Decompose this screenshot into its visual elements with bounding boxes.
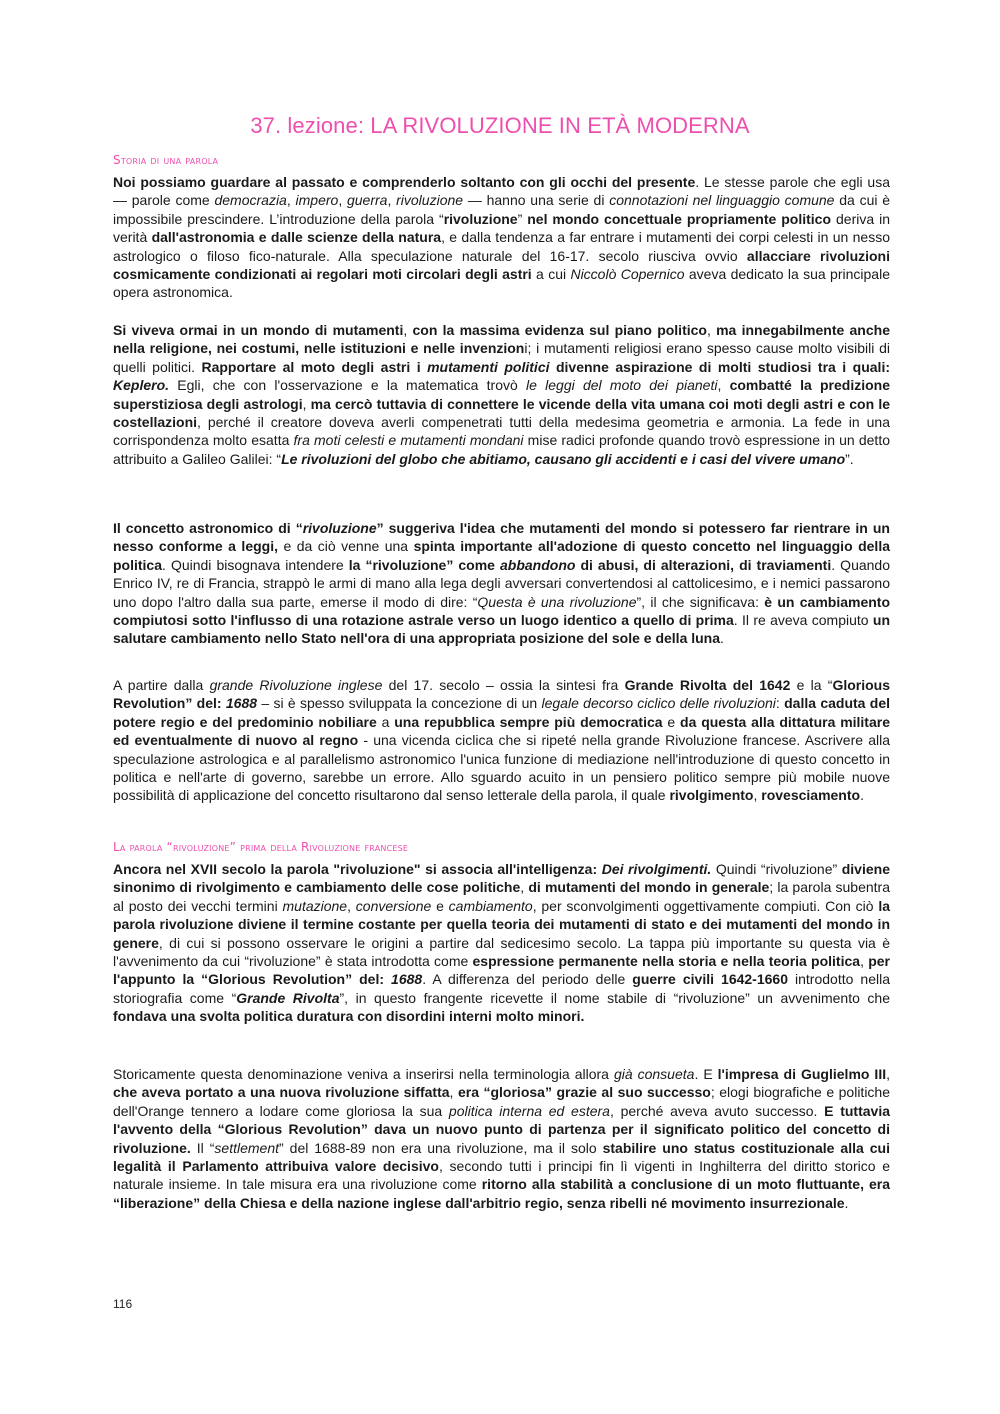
text-run: conversione (355, 897, 432, 914)
text-run: guerre civili 1642-1660 (632, 971, 788, 988)
text-run: , per sconvolgimenti oggettivamente compiuti. Con ciò (532, 897, 879, 914)
text-run: fondava una svolta politica duratura con disordini interni molto minori. (113, 1008, 585, 1025)
paragraph-6 (113, 1065, 890, 1212)
text-run: . Quindi bisognava intendere (162, 556, 349, 573)
text-run: e la “ (790, 677, 833, 693)
text-run: , e dalla tendenza a far entrare i mutamenti dei corpi celesti in un nesso astrologico o filoso fico-naturale. Alla speculazione naturale del 16-17. secolo riusciva ovvio (113, 229, 890, 264)
text-run: . (720, 630, 724, 647)
text-run: Questa è una rivoluzione (477, 593, 637, 610)
text-run: spinta importante all'adozione di questo concetto nel linguaggio della politica (113, 538, 890, 573)
text-run: abbandono (499, 556, 576, 573)
text-run: , (302, 395, 311, 412)
text-run: deriva in verità (113, 210, 890, 246)
text-run: rivoluzione (302, 520, 377, 536)
text-run: ” suggeriva l'idea che mutamenti del mondo si potessero far rientrare in un nesso conforme a leggi, (113, 520, 890, 555)
text-run: dalla caduta del potere regio e del predominio nobiliare (113, 695, 891, 730)
text-run: divenne aspirazione di molti studiosi tra i quali: (549, 358, 891, 375)
text-run: , (717, 377, 730, 394)
text-run: democrazia (214, 192, 287, 209)
text-run: ” del: (185, 695, 226, 712)
text-run: rivoluzione (396, 192, 464, 209)
text-run: ”. (845, 450, 854, 467)
text-run: — hanno una serie di (463, 192, 610, 209)
text-run: , di cui si possono osservare le origini a partire dal sedicesimo secolo. La tappa più importante su questa via è l'avvenimento da cui “rivoluzione” è stata introdotta come (113, 934, 890, 970)
text-run: , perché il creatore doveva averli compenetrati tutti della medesima geometria e armonia. La fede in una corrispondenza molto esatta (113, 414, 890, 449)
text-run: di abusi, di alterazioni, di traviamenti (575, 556, 832, 573)
text-run: impero (295, 192, 339, 209)
text-run: . (860, 787, 864, 804)
text-run: – si è spesso sviluppata la concezione di un (257, 695, 542, 712)
text-run: Il “ (190, 1139, 215, 1156)
text-run: Noi possiamo guardare al passato e comprenderlo soltanto con gli occhi del presente (113, 174, 696, 190)
text-run: espressione permanente nella storia e nella teoria politica (472, 953, 861, 970)
text-run: , (403, 322, 413, 338)
text-run: rovesciamento (761, 787, 861, 804)
text-run: - una vicenda ciclica che si ripeté nella grande Rivoluzione francese. Ascrivere alla speculazione astrologica e al parallelismo astronomico l'unica funzione di mediazione nell'introduzione di questo concetto in politica e nell'arte di governo, sarebbe un errore. Allo sguardo acuito in un pensiero politico sempre più mobile nuove possibilità di applicazione del concetto risultarono dal senso letterale della parola, il quale (113, 732, 890, 804)
text-run: mutamenti politici (427, 358, 550, 375)
text-run: , perché aveva avuto successo. (609, 1102, 825, 1119)
text-run: Keplero. (113, 377, 170, 394)
text-run: Le rivoluzioni del globo che abitiamo, causano gli accidenti e i casi del vivere umano (281, 450, 846, 467)
text-run: a cui (531, 266, 571, 283)
text-run: mutazione (282, 897, 348, 914)
text-run: ma innegabilmente anche nella religione, nei costumi, nelle istituzioni e nelle invenzion (113, 322, 890, 357)
paragraph-2 (113, 321, 890, 468)
page-title: 37. lezione: LA RIVOLUZIONE IN ETÀ MODERNA (250, 113, 750, 138)
text-run: , (753, 787, 762, 804)
text-run: A partire dalla (113, 677, 210, 693)
text-run: la “rivoluzione” come (348, 556, 500, 573)
text-run: 1688 (225, 695, 258, 712)
text-run: le leggi del moto dei pianeti (526, 377, 718, 394)
text-run: i; i mutamenti religiosi erano spesso cause molto visibili di quelli politici. (113, 340, 890, 375)
text-run: una repubblica sempre più democratica (394, 713, 663, 730)
text-run: . Le stesse parole che egli usa — parole come (113, 174, 890, 209)
text-run: da questa alla dittatura militare ed eventualmente di nuovo al regno (113, 713, 890, 749)
text-run: , (387, 192, 397, 209)
text-run: guerra (346, 192, 388, 209)
text-run: è un cambiamento compiutosi sotto l'influsso di una rotazione astrale verso un luogo identico a quello di prima (113, 593, 891, 629)
text-run: Il concetto astronomico di “ (113, 520, 303, 536)
text-run: , (286, 192, 296, 209)
text-run: Grande Rivolta (236, 989, 340, 1006)
text-run: grande Rivoluzione inglese (209, 677, 383, 693)
text-run: Ancora nel XVII secolo la parola "rivoluzione" si associa all'intelligenza: (113, 861, 602, 877)
text-run: Rapportare al moto degli astri i (201, 358, 428, 375)
text-run: ma cercò tuttavia di connettere le vicende della vita umana coi moti degli astri e con le costellazioni (113, 395, 891, 431)
text-run: cambiamento (448, 897, 533, 914)
text-run: Glorious Revolution (113, 677, 891, 712)
text-run: settlement (214, 1139, 280, 1156)
text-run: rivoluzione (443, 210, 518, 227)
text-run: , secondo tutti i principi fin lì vigenti in Inghilterra del diritto storico e naturale insieme. In tale misura era una rivoluzione come (113, 1158, 890, 1193)
text-run: . Quando Enrico IV, re di Francia, strappò le armi di mano alla lega degli avversari convertendosi al cattolicesimo, e i nemici passarono uno dopo l'altro dalla sua parte, emerse il modo di dire: “ (113, 556, 890, 610)
text-run: diviene sinonimo di rivolgimento e cambiamento delle cose politiche (113, 861, 890, 896)
text-run: combatté la predizione superstiziosa degli astrologi (113, 377, 890, 412)
text-run: un salutare cambiamento nello Stato nell'ora di una appropriata posizione del sole e della luna (113, 612, 891, 647)
text-run: . Il re aveva compiuto (733, 612, 873, 629)
text-run: , (886, 1066, 890, 1082)
text-run: , (860, 953, 869, 970)
paragraph-5 (113, 860, 890, 1026)
text-run: e (431, 897, 449, 914)
text-run: E tuttavia l'avvento della “Glorious Revolution” dava un nuovo punto di partenza per il significato politico del concetto di rivoluzione. (113, 1102, 891, 1156)
text-run: aveva dedicato la sua principale opera astronomica. (113, 266, 890, 301)
text-run: ; elogi biografiche e politiche dell'Orange tennero a lodare come gloriosa la sua (113, 1084, 890, 1119)
text-run: del 17. secolo – ossia la sintesi fra (382, 677, 625, 693)
text-run: , (338, 192, 347, 209)
text-run: mise radici profonde quando trovò espressione in un detto attribuito a Galileo Galilei: “ (113, 432, 890, 467)
text-run: 1688 (391, 971, 423, 988)
text-run: , (520, 879, 529, 896)
text-run: già consueta (613, 1066, 695, 1082)
text-run: , (347, 897, 356, 914)
text-run: Grande Rivolta del 1642 (624, 677, 791, 693)
text-run: ritorno alla stabilità a conclusione di un moto fluttuante, era “liberazione” della Chiesa e della nazione inglese dall'arbitrio regio, senza ribelli né movimento insurrezionale (113, 1176, 890, 1211)
text-run: allacciare rivoluzioni cosmicamente condizionati ai regolari moti circolari degli astri (113, 247, 891, 283)
text-run: ” (517, 210, 528, 227)
text-run: . (844, 1194, 849, 1211)
text-run: e da ciò venne una (278, 538, 414, 555)
text-run: Storicamente questa denominazione veniva a inserirsi nella terminologia allora (113, 1066, 614, 1082)
text-run: stabilire uno status costituzionale alla cui legalità il Parlamento attribuiva valore decisivo (113, 1139, 890, 1175)
text-run: nel mondo concettuale propriamente politico (527, 210, 832, 227)
text-run: di mutamenti del mondo in generale (528, 879, 770, 896)
paragraph-3 (113, 519, 890, 648)
paragraph-1 (113, 173, 890, 302)
text-run: era “gloriosa” grazie al suo successo (457, 1084, 711, 1101)
text-run: ” del 1688-89 non era una rivoluzione, ma il solo (279, 1139, 603, 1156)
section-heading-storia: Storia di una parola (113, 153, 219, 167)
text-run: fra moti celesti e mutamenti mondani (293, 432, 524, 449)
text-run: ”, in questo frangente ricevette il nome stabile di “rivoluzione” un avvenimento che (339, 989, 890, 1006)
text-run: a (376, 713, 395, 730)
text-run: legale decorso ciclico delle rivoluzioni (541, 695, 776, 712)
page-number: 116 (113, 1297, 133, 1311)
text-run: per l'appunto la “Glorious Revolution” del: (113, 953, 890, 988)
text-run: dall'astronomia e dalle scienze della natura (151, 229, 442, 246)
text-run: che aveva portato a una nuova rivoluzione siffatta (113, 1084, 450, 1101)
text-run: e (662, 713, 681, 730)
paragraph-4 (113, 676, 890, 805)
text-run: , (449, 1084, 458, 1101)
text-run: introdotto nella storiografia come “ (113, 971, 890, 1006)
text-run: ; la parola subentra al posto dei vecchi termini (113, 879, 891, 914)
text-run: Egli, che con l'osservazione e la matematica trovò (169, 377, 527, 394)
text-run: da cui è impossibile prescindere. L’introduzione della parola “ (113, 192, 891, 227)
text-run: : (775, 695, 785, 712)
text-run: Dei rivolgimenti. (601, 861, 712, 877)
text-run: Si viveva ormai in un mondo di mutamenti (113, 322, 404, 338)
text-run: , (706, 322, 717, 338)
section-heading-parola: La parola “rivoluzione” prima della Rivoluzione francese (113, 840, 409, 854)
text-run: . E (694, 1066, 718, 1082)
text-run: rivolgimento (669, 787, 754, 804)
text-run: Niccolò Copernico (570, 266, 685, 283)
text-run: ”, il che significava: (636, 593, 765, 610)
text-run: politica interna ed estera (448, 1102, 610, 1119)
text-run: connotazioni nel linguaggio comune (609, 192, 835, 209)
text-run: . A differenza del periodo delle (422, 971, 633, 988)
text-run: la parola rivoluzione diviene il termine costante per quella teoria dei mutamenti di stato e dei mutamenti del mondo in genere (113, 897, 891, 951)
text-run: Quindi “rivoluzione” (711, 861, 842, 877)
text-run: con la massima evidenza sul piano politico (412, 322, 707, 338)
text-run: l'impresa di Guglielmo III (717, 1066, 887, 1082)
